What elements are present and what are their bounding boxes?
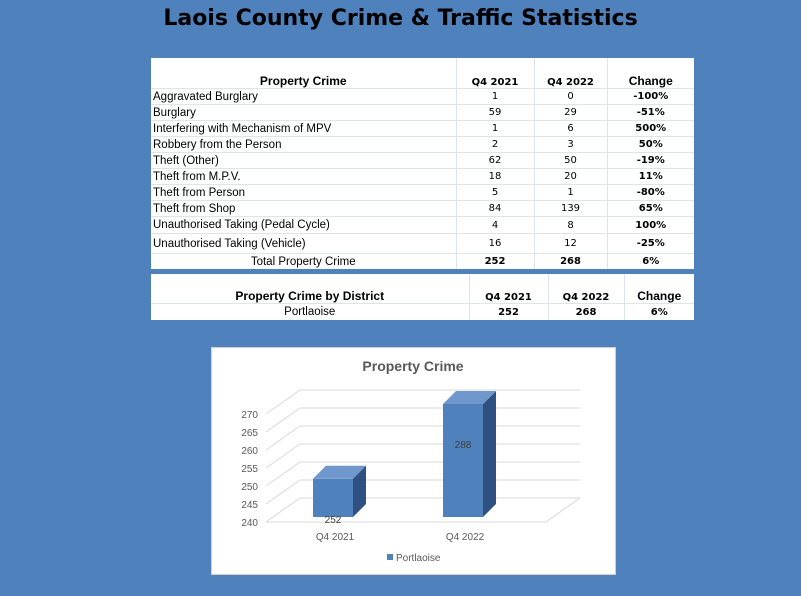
table-cell: 11% [607, 169, 694, 185]
page-title: Laois County Crime & Traffic Statistics [163, 6, 638, 31]
property-crime-table [151, 58, 694, 269]
y-tick-label: 240 [241, 518, 258, 529]
row-label: Theft from Shop [151, 201, 456, 217]
gridline-depth [266, 444, 300, 468]
table-cell: 8 [534, 217, 607, 234]
table-cell: -51% [607, 105, 694, 121]
row-label: Robbery from the Person [151, 137, 456, 153]
y-tick-label: 270 [241, 410, 258, 421]
table-row [151, 304, 694, 321]
table-cell: 1 [534, 185, 607, 201]
table-row [151, 121, 694, 137]
floor-line [546, 498, 580, 522]
table-row [151, 137, 694, 153]
column-header: Q4 2022 [548, 274, 624, 304]
row-label: Unauthorised Taking (Vehicle) [151, 234, 456, 254]
gridline-depth [266, 498, 300, 522]
total-cell: 6% [642, 256, 660, 267]
table-cell: 16 [456, 234, 534, 254]
table-cell: 1 [456, 121, 534, 137]
table-cell: 84 [456, 201, 534, 217]
gridline-depth [266, 390, 300, 414]
y-tick-label: 260 [241, 446, 258, 457]
district-table [151, 274, 694, 320]
column-header: Q4 2021 [456, 58, 534, 89]
table-cell: 2 [456, 137, 534, 153]
row-label: Portlaoise [151, 304, 469, 321]
table-cell: 5 [456, 185, 534, 201]
table-cell: 18 [456, 169, 534, 185]
table-cell: -100% [607, 89, 694, 105]
y-tick-label: 245 [241, 500, 258, 511]
column-header: Change [624, 274, 694, 304]
legend-swatch [387, 554, 393, 560]
table-cell: 100% [607, 217, 694, 234]
row-label: Unauthorised Taking (Pedal Cycle) [151, 217, 456, 234]
gridline-depth [266, 426, 300, 450]
column-header: Property Crime [151, 58, 456, 89]
table-cell: 0 [534, 89, 607, 105]
table-cell: 6% [650, 306, 668, 318]
row-label: Theft (Other) [151, 153, 456, 169]
property-crime-chart [211, 347, 616, 575]
x-tick-label: Q4 2022 [445, 532, 485, 543]
table-cell: 268 [548, 304, 624, 321]
data-label: 288 [454, 440, 472, 451]
table-row [151, 234, 694, 254]
bar-side [483, 391, 496, 517]
district-table-body [151, 274, 694, 320]
chart-title: Property Crime [362, 358, 464, 374]
table-cell: 1 [456, 89, 534, 105]
total-cell: 268 [534, 254, 607, 270]
row-label: Aggravated Burglary [151, 89, 456, 105]
column-header: Q4 2021 [469, 274, 548, 304]
table-cell: 29 [534, 105, 607, 121]
table-row [151, 169, 694, 185]
table-row [151, 89, 694, 105]
data-label: 252 [324, 514, 342, 526]
y-tick-label: 250 [241, 482, 258, 493]
table-cell: -25% [607, 234, 694, 254]
total-cell: 252 [456, 254, 534, 270]
column-header: Change [607, 58, 694, 89]
table-cell: 20 [534, 169, 607, 185]
table-cell: 50% [607, 137, 694, 153]
gridline-depth [266, 408, 300, 432]
x-tick-label: Q4 2021 [315, 532, 355, 543]
table-cell: 139 [534, 201, 607, 217]
gridline-depth [266, 480, 300, 504]
table-cell: -80% [607, 185, 694, 201]
table-row [151, 201, 694, 217]
row-label: Burglary [151, 105, 456, 121]
table-cell: 50 [534, 153, 607, 169]
header-row [151, 274, 694, 304]
row-label: Theft from Person [151, 185, 456, 201]
column-header: Q4 2022 [534, 58, 607, 89]
table-row [151, 185, 694, 201]
total-label: Total Property Crime [151, 254, 456, 270]
column-header: Property Crime by District [151, 274, 469, 304]
total-row [151, 254, 694, 270]
table-cell: 65% [607, 201, 694, 217]
row-label: Theft from M.P.V. [151, 169, 456, 185]
table-cell: 500% [607, 121, 694, 137]
y-tick-label: 265 [241, 428, 258, 439]
bar-front [313, 479, 353, 517]
y-tick-label: 255 [241, 464, 258, 475]
header-row [151, 58, 694, 89]
table-cell: 12 [534, 234, 607, 254]
gridline-depth [266, 462, 300, 486]
table-row [151, 153, 694, 169]
table-row [151, 217, 694, 234]
table-cell: 4 [456, 217, 534, 234]
legend-label: Portlaoise [396, 553, 441, 564]
bar-front [443, 404, 483, 517]
table-cell: 6 [534, 121, 607, 137]
table-cell: 62 [456, 153, 534, 169]
table-row [151, 105, 694, 121]
table-cell: 59 [456, 105, 534, 121]
row-label: Interfering with Mechanism of MPV [151, 121, 456, 137]
table-cell: 3 [534, 137, 607, 153]
property-crime-table-body [151, 58, 694, 269]
chart-svg [212, 348, 615, 574]
table-cell: 252 [469, 304, 548, 321]
table-cell: -19% [607, 153, 694, 169]
